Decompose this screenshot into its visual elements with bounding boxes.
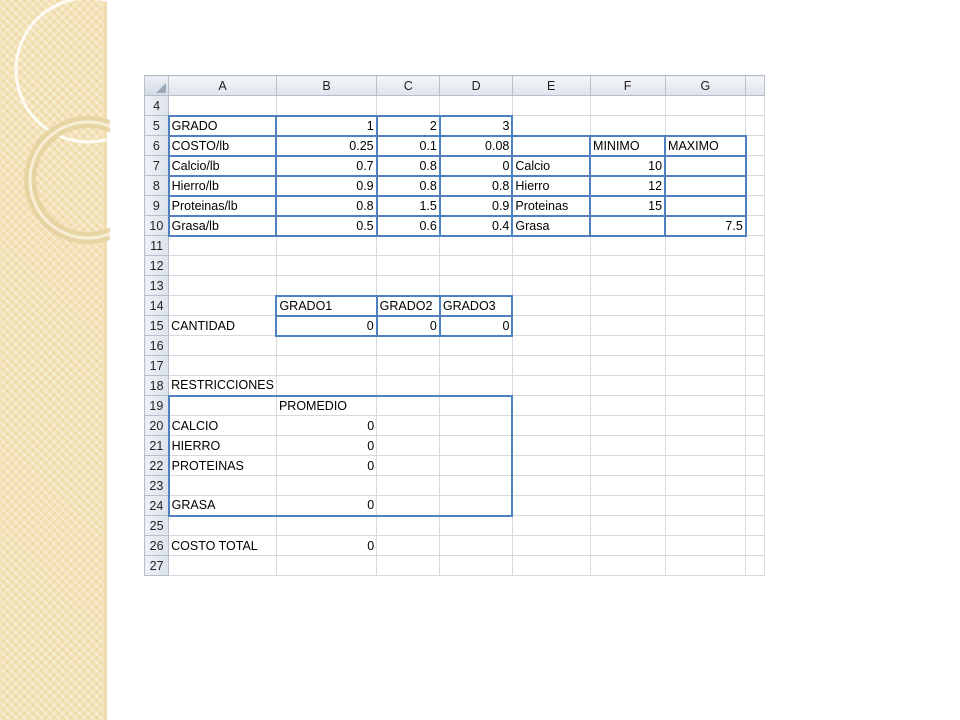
- cell-f11[interactable]: [590, 236, 665, 256]
- cell-g9[interactable]: [665, 196, 746, 216]
- select-all-corner[interactable]: [145, 76, 169, 96]
- cell-a25[interactable]: [169, 516, 277, 536]
- cell-b19[interactable]: PROMEDIO: [276, 396, 376, 416]
- cell-e14[interactable]: [512, 296, 590, 316]
- cell-e21[interactable]: [512, 436, 590, 456]
- cell-h7[interactable]: [746, 156, 765, 176]
- cell-b9[interactable]: 0.8: [276, 196, 376, 216]
- cell-d15[interactable]: 0: [440, 316, 513, 336]
- cell-h12[interactable]: [746, 256, 765, 276]
- cell-b25[interactable]: [276, 516, 376, 536]
- row-header[interactable]: 9: [145, 196, 169, 216]
- cell-d26[interactable]: [440, 536, 513, 556]
- column-header-c[interactable]: C: [377, 76, 440, 96]
- cell-e4[interactable]: [512, 96, 590, 116]
- cell-c7[interactable]: 0.8: [377, 156, 440, 176]
- cell-c12[interactable]: [377, 256, 440, 276]
- cell-h9[interactable]: [746, 196, 765, 216]
- column-header-b[interactable]: B: [276, 76, 376, 96]
- cell-f7[interactable]: 10: [590, 156, 665, 176]
- column-header-e[interactable]: E: [512, 76, 590, 96]
- cell-c24[interactable]: [377, 496, 440, 516]
- cell-f23[interactable]: [590, 476, 665, 496]
- cell-e16[interactable]: [512, 336, 590, 356]
- cell-d10[interactable]: 0.4: [440, 216, 513, 236]
- cell-a22[interactable]: PROTEINAS: [169, 456, 277, 476]
- row-header[interactable]: 22: [145, 456, 169, 476]
- cell-h26[interactable]: [746, 536, 765, 556]
- cell-f5[interactable]: [590, 116, 665, 136]
- row-header[interactable]: 19: [145, 396, 169, 416]
- cell-g23[interactable]: [665, 476, 746, 496]
- cell-f20[interactable]: [590, 416, 665, 436]
- cell-b23[interactable]: [276, 476, 376, 496]
- cell-g16[interactable]: [665, 336, 746, 356]
- cell-g7[interactable]: [665, 156, 746, 176]
- cell-c21[interactable]: [377, 436, 440, 456]
- cell-h19[interactable]: [746, 396, 765, 416]
- cell-e15[interactable]: [512, 316, 590, 336]
- spreadsheet-grid[interactable]: [144, 75, 765, 587]
- cell-e10[interactable]: Grasa: [512, 216, 590, 236]
- cell-d23[interactable]: [440, 476, 513, 496]
- row-18: [145, 376, 765, 396]
- cell-g21[interactable]: [665, 436, 746, 456]
- cell-h6[interactable]: [746, 136, 765, 156]
- cell-b20[interactable]: 0: [276, 416, 376, 436]
- row-header[interactable]: 18: [145, 376, 169, 396]
- cell-e5[interactable]: [512, 116, 590, 136]
- row-21: [145, 436, 765, 456]
- row-header[interactable]: 20: [145, 416, 169, 436]
- cell-a17[interactable]: [169, 356, 277, 376]
- row-8: [145, 176, 765, 196]
- cell-e7[interactable]: Calcio: [512, 156, 590, 176]
- cell-d12[interactable]: [440, 256, 513, 276]
- cell-g27[interactable]: [665, 556, 746, 576]
- cell-h22[interactable]: [746, 456, 765, 476]
- cell-f18[interactable]: [590, 376, 665, 396]
- column-header-f[interactable]: F: [590, 76, 665, 96]
- cell-e18[interactable]: [512, 376, 590, 396]
- cell-e8[interactable]: Hierro: [512, 176, 590, 196]
- cell-d24[interactable]: [440, 496, 513, 516]
- cell-b17[interactable]: [276, 356, 376, 376]
- cell-b16[interactable]: [276, 336, 376, 356]
- cell-g4[interactable]: [665, 96, 746, 116]
- column-header-a[interactable]: A: [169, 76, 277, 96]
- cell-b6[interactable]: 0.25: [276, 136, 376, 156]
- cell-d19[interactable]: [440, 396, 513, 416]
- row-19: [145, 396, 765, 416]
- column-header-g[interactable]: G: [665, 76, 746, 96]
- cell-c18[interactable]: [377, 376, 440, 396]
- row-header[interactable]: 11: [145, 236, 169, 256]
- cell-c8[interactable]: 0.8: [377, 176, 440, 196]
- row-header[interactable]: 13: [145, 276, 169, 296]
- row-10: [145, 216, 765, 236]
- cell-b4[interactable]: [276, 96, 376, 116]
- cell-e27[interactable]: [512, 556, 590, 576]
- cell-a12[interactable]: [169, 256, 277, 276]
- cell-c17[interactable]: [377, 356, 440, 376]
- cell-d22[interactable]: [440, 456, 513, 476]
- cell-f19[interactable]: [590, 396, 665, 416]
- cell-f12[interactable]: [590, 256, 665, 276]
- cell-g25[interactable]: [665, 516, 746, 536]
- row-header[interactable]: 5: [145, 116, 169, 136]
- cell-c6[interactable]: 0.1: [377, 136, 440, 156]
- cell-a21[interactable]: HIERRO: [169, 436, 277, 456]
- row-13: [145, 276, 765, 296]
- cell-e25[interactable]: [512, 516, 590, 536]
- cell-g10[interactable]: 7.5: [665, 216, 746, 236]
- cell-a18[interactable]: RESTRICCIONES: [169, 376, 277, 396]
- cell-f8[interactable]: 12: [590, 176, 665, 196]
- cell-d7[interactable]: 0: [440, 156, 513, 176]
- cell-a7[interactable]: Calcio/lb: [169, 156, 277, 176]
- row-header[interactable]: 6: [145, 136, 169, 156]
- row-16: [145, 336, 765, 356]
- cell-c26[interactable]: [377, 536, 440, 556]
- cell-h11[interactable]: [746, 236, 765, 256]
- cell-d17[interactable]: [440, 356, 513, 376]
- cell-e6[interactable]: [512, 136, 590, 156]
- cell-h27[interactable]: [746, 556, 765, 576]
- row-27: [145, 556, 765, 576]
- cell-a16[interactable]: [169, 336, 277, 356]
- cell-d20[interactable]: [440, 416, 513, 436]
- cell-d27[interactable]: [440, 556, 513, 576]
- row-header[interactable]: 8: [145, 176, 169, 196]
- cell-a15[interactable]: CANTIDAD: [169, 316, 277, 336]
- cell-c19[interactable]: [377, 396, 440, 416]
- cell-f16[interactable]: [590, 336, 665, 356]
- row-23: [145, 476, 765, 496]
- row-20: [145, 416, 765, 436]
- cell-b13[interactable]: [276, 276, 376, 296]
- row-header[interactable]: 15: [145, 316, 169, 336]
- cell-f4[interactable]: [590, 96, 665, 116]
- cell-f13[interactable]: [590, 276, 665, 296]
- column-header-row: [145, 76, 765, 96]
- cell-a24[interactable]: GRASA: [169, 496, 277, 516]
- cell-f21[interactable]: [590, 436, 665, 456]
- cell-f26[interactable]: [590, 536, 665, 556]
- row-9: [145, 196, 765, 216]
- cell-h21[interactable]: [746, 436, 765, 456]
- cell-c11[interactable]: [377, 236, 440, 256]
- row-header[interactable]: 7: [145, 156, 169, 176]
- row-22: [145, 456, 765, 476]
- cell-h23[interactable]: [746, 476, 765, 496]
- cell-g22[interactable]: [665, 456, 746, 476]
- cell-e11[interactable]: [512, 236, 590, 256]
- cell-b14[interactable]: GRADO1: [276, 296, 376, 316]
- cell-h18[interactable]: [746, 376, 765, 396]
- cell-c10[interactable]: 0.6: [377, 216, 440, 236]
- cell-e12[interactable]: [512, 256, 590, 276]
- cell-g19[interactable]: [665, 396, 746, 416]
- cell-e13[interactable]: [512, 276, 590, 296]
- cell-e22[interactable]: [512, 456, 590, 476]
- cell-h5[interactable]: [746, 116, 765, 136]
- row-header[interactable]: 25: [145, 516, 169, 536]
- cell-c9[interactable]: 1.5: [377, 196, 440, 216]
- row-7: [145, 156, 765, 176]
- cell-h16[interactable]: [746, 336, 765, 356]
- row-11: [145, 236, 765, 256]
- cell-g18[interactable]: [665, 376, 746, 396]
- decorative-circles: [0, 0, 110, 320]
- cell-d5[interactable]: 3: [440, 116, 513, 136]
- cell-c16[interactable]: [377, 336, 440, 356]
- cell-a26[interactable]: COSTO TOTAL: [169, 536, 277, 556]
- cell-b21[interactable]: 0: [276, 436, 376, 456]
- cell-c4[interactable]: [377, 96, 440, 116]
- cell-f15[interactable]: [590, 316, 665, 336]
- cell-a10[interactable]: Grasa/lb: [169, 216, 277, 236]
- cell-g8[interactable]: [665, 176, 746, 196]
- cell-g11[interactable]: [665, 236, 746, 256]
- cell-g26[interactable]: [665, 536, 746, 556]
- cell-h20[interactable]: [746, 416, 765, 436]
- cell-h8[interactable]: [746, 176, 765, 196]
- cell-a5[interactable]: GRADO: [169, 116, 277, 136]
- cell-d8[interactable]: 0.8: [440, 176, 513, 196]
- row-14: [145, 296, 765, 316]
- cell-e19[interactable]: [512, 396, 590, 416]
- cell-f27[interactable]: [590, 556, 665, 576]
- cell-h24[interactable]: [746, 496, 765, 516]
- cell-b18[interactable]: [276, 376, 376, 396]
- cell-f9[interactable]: 15: [590, 196, 665, 216]
- cell-h10[interactable]: [746, 216, 765, 236]
- row-5: [145, 116, 765, 136]
- row-6: [145, 136, 765, 156]
- row-17: [145, 356, 765, 376]
- cell-b24[interactable]: 0: [276, 496, 376, 516]
- cell-a6[interactable]: COSTO/lb: [169, 136, 277, 156]
- cell-h13[interactable]: [746, 276, 765, 296]
- cell-g24[interactable]: [665, 496, 746, 516]
- cell-e17[interactable]: [512, 356, 590, 376]
- worksheet-table: [144, 75, 765, 576]
- cell-g20[interactable]: [665, 416, 746, 436]
- cell-a14[interactable]: [169, 296, 277, 316]
- cell-a8[interactable]: Hierro/lb: [169, 176, 277, 196]
- cell-d16[interactable]: [440, 336, 513, 356]
- cell-b5[interactable]: 1: [276, 116, 376, 136]
- cell-e20[interactable]: [512, 416, 590, 436]
- cell-g6[interactable]: MAXIMO: [665, 136, 746, 156]
- cell-e24[interactable]: [512, 496, 590, 516]
- cell-f25[interactable]: [590, 516, 665, 536]
- cell-c14[interactable]: GRADO2: [377, 296, 440, 316]
- cell-d6[interactable]: 0.08: [440, 136, 513, 156]
- cell-d14[interactable]: GRADO3: [440, 296, 513, 316]
- cell-d13[interactable]: [440, 276, 513, 296]
- row-26: [145, 536, 765, 556]
- row-15: [145, 316, 765, 336]
- cell-c20[interactable]: [377, 416, 440, 436]
- cell-c22[interactable]: [377, 456, 440, 476]
- cell-a13[interactable]: [169, 276, 277, 296]
- row-4: [145, 96, 765, 116]
- row-header[interactable]: 12: [145, 256, 169, 276]
- cell-h17[interactable]: [746, 356, 765, 376]
- cell-b10[interactable]: 0.5: [276, 216, 376, 236]
- cell-h14[interactable]: [746, 296, 765, 316]
- cell-a9[interactable]: Proteinas/lb: [169, 196, 277, 216]
- row-header[interactable]: 14: [145, 296, 169, 316]
- cell-g14[interactable]: [665, 296, 746, 316]
- cell-b22[interactable]: 0: [276, 456, 376, 476]
- column-header-blank: [746, 76, 765, 96]
- row-header[interactable]: 16: [145, 336, 169, 356]
- row-header[interactable]: 27: [145, 556, 169, 576]
- cell-d25[interactable]: [440, 516, 513, 536]
- cell-d4[interactable]: [440, 96, 513, 116]
- cell-d11[interactable]: [440, 236, 513, 256]
- cell-g15[interactable]: [665, 316, 746, 336]
- cell-a20[interactable]: CALCIO: [169, 416, 277, 436]
- cell-e9[interactable]: Proteinas: [512, 196, 590, 216]
- cell-e26[interactable]: [512, 536, 590, 556]
- cell-h4[interactable]: [746, 96, 765, 116]
- cell-c25[interactable]: [377, 516, 440, 536]
- cell-a23[interactable]: [169, 476, 277, 496]
- column-header-d[interactable]: D: [440, 76, 513, 96]
- cell-f24[interactable]: [590, 496, 665, 516]
- row-header[interactable]: 23: [145, 476, 169, 496]
- cell-h25[interactable]: [746, 516, 765, 536]
- cell-b7[interactable]: 0.7: [276, 156, 376, 176]
- cell-f10[interactable]: [590, 216, 665, 236]
- cell-b12[interactable]: [276, 256, 376, 276]
- cell-c15[interactable]: 0: [377, 316, 440, 336]
- cell-c27[interactable]: [377, 556, 440, 576]
- row-24: [145, 496, 765, 516]
- cell-f6[interactable]: MINIMO: [590, 136, 665, 156]
- cell-b11[interactable]: [276, 236, 376, 256]
- row-header[interactable]: 10: [145, 216, 169, 236]
- row-header[interactable]: 4: [145, 96, 169, 116]
- select-all-icon: [156, 83, 166, 93]
- cell-d18[interactable]: [440, 376, 513, 396]
- cell-b8[interactable]: 0.9: [276, 176, 376, 196]
- cell-f17[interactable]: [590, 356, 665, 376]
- cell-a27[interactable]: [169, 556, 277, 576]
- cell-c23[interactable]: [377, 476, 440, 496]
- cell-g17[interactable]: [665, 356, 746, 376]
- cell-g13[interactable]: [665, 276, 746, 296]
- row-header[interactable]: 21: [145, 436, 169, 456]
- cell-h15[interactable]: [746, 316, 765, 336]
- cell-b15[interactable]: 0: [276, 316, 376, 336]
- row-25: [145, 516, 765, 536]
- cell-f22[interactable]: [590, 456, 665, 476]
- cell-c13[interactable]: [377, 276, 440, 296]
- row-header[interactable]: 26: [145, 536, 169, 556]
- row-header[interactable]: 17: [145, 356, 169, 376]
- cell-a11[interactable]: [169, 236, 277, 256]
- cell-d21[interactable]: [440, 436, 513, 456]
- cell-a4[interactable]: [169, 96, 277, 116]
- row-header[interactable]: 24: [145, 496, 169, 516]
- cell-g12[interactable]: [665, 256, 746, 276]
- cell-c5[interactable]: 2: [377, 116, 440, 136]
- cell-f14[interactable]: [590, 296, 665, 316]
- cell-b27[interactable]: [276, 556, 376, 576]
- row-12: [145, 256, 765, 276]
- cell-e23[interactable]: [512, 476, 590, 496]
- cell-b26[interactable]: 0: [276, 536, 376, 556]
- cell-a19[interactable]: [169, 396, 277, 416]
- cell-d9[interactable]: 0.9: [440, 196, 513, 216]
- cell-g5[interactable]: [665, 116, 746, 136]
